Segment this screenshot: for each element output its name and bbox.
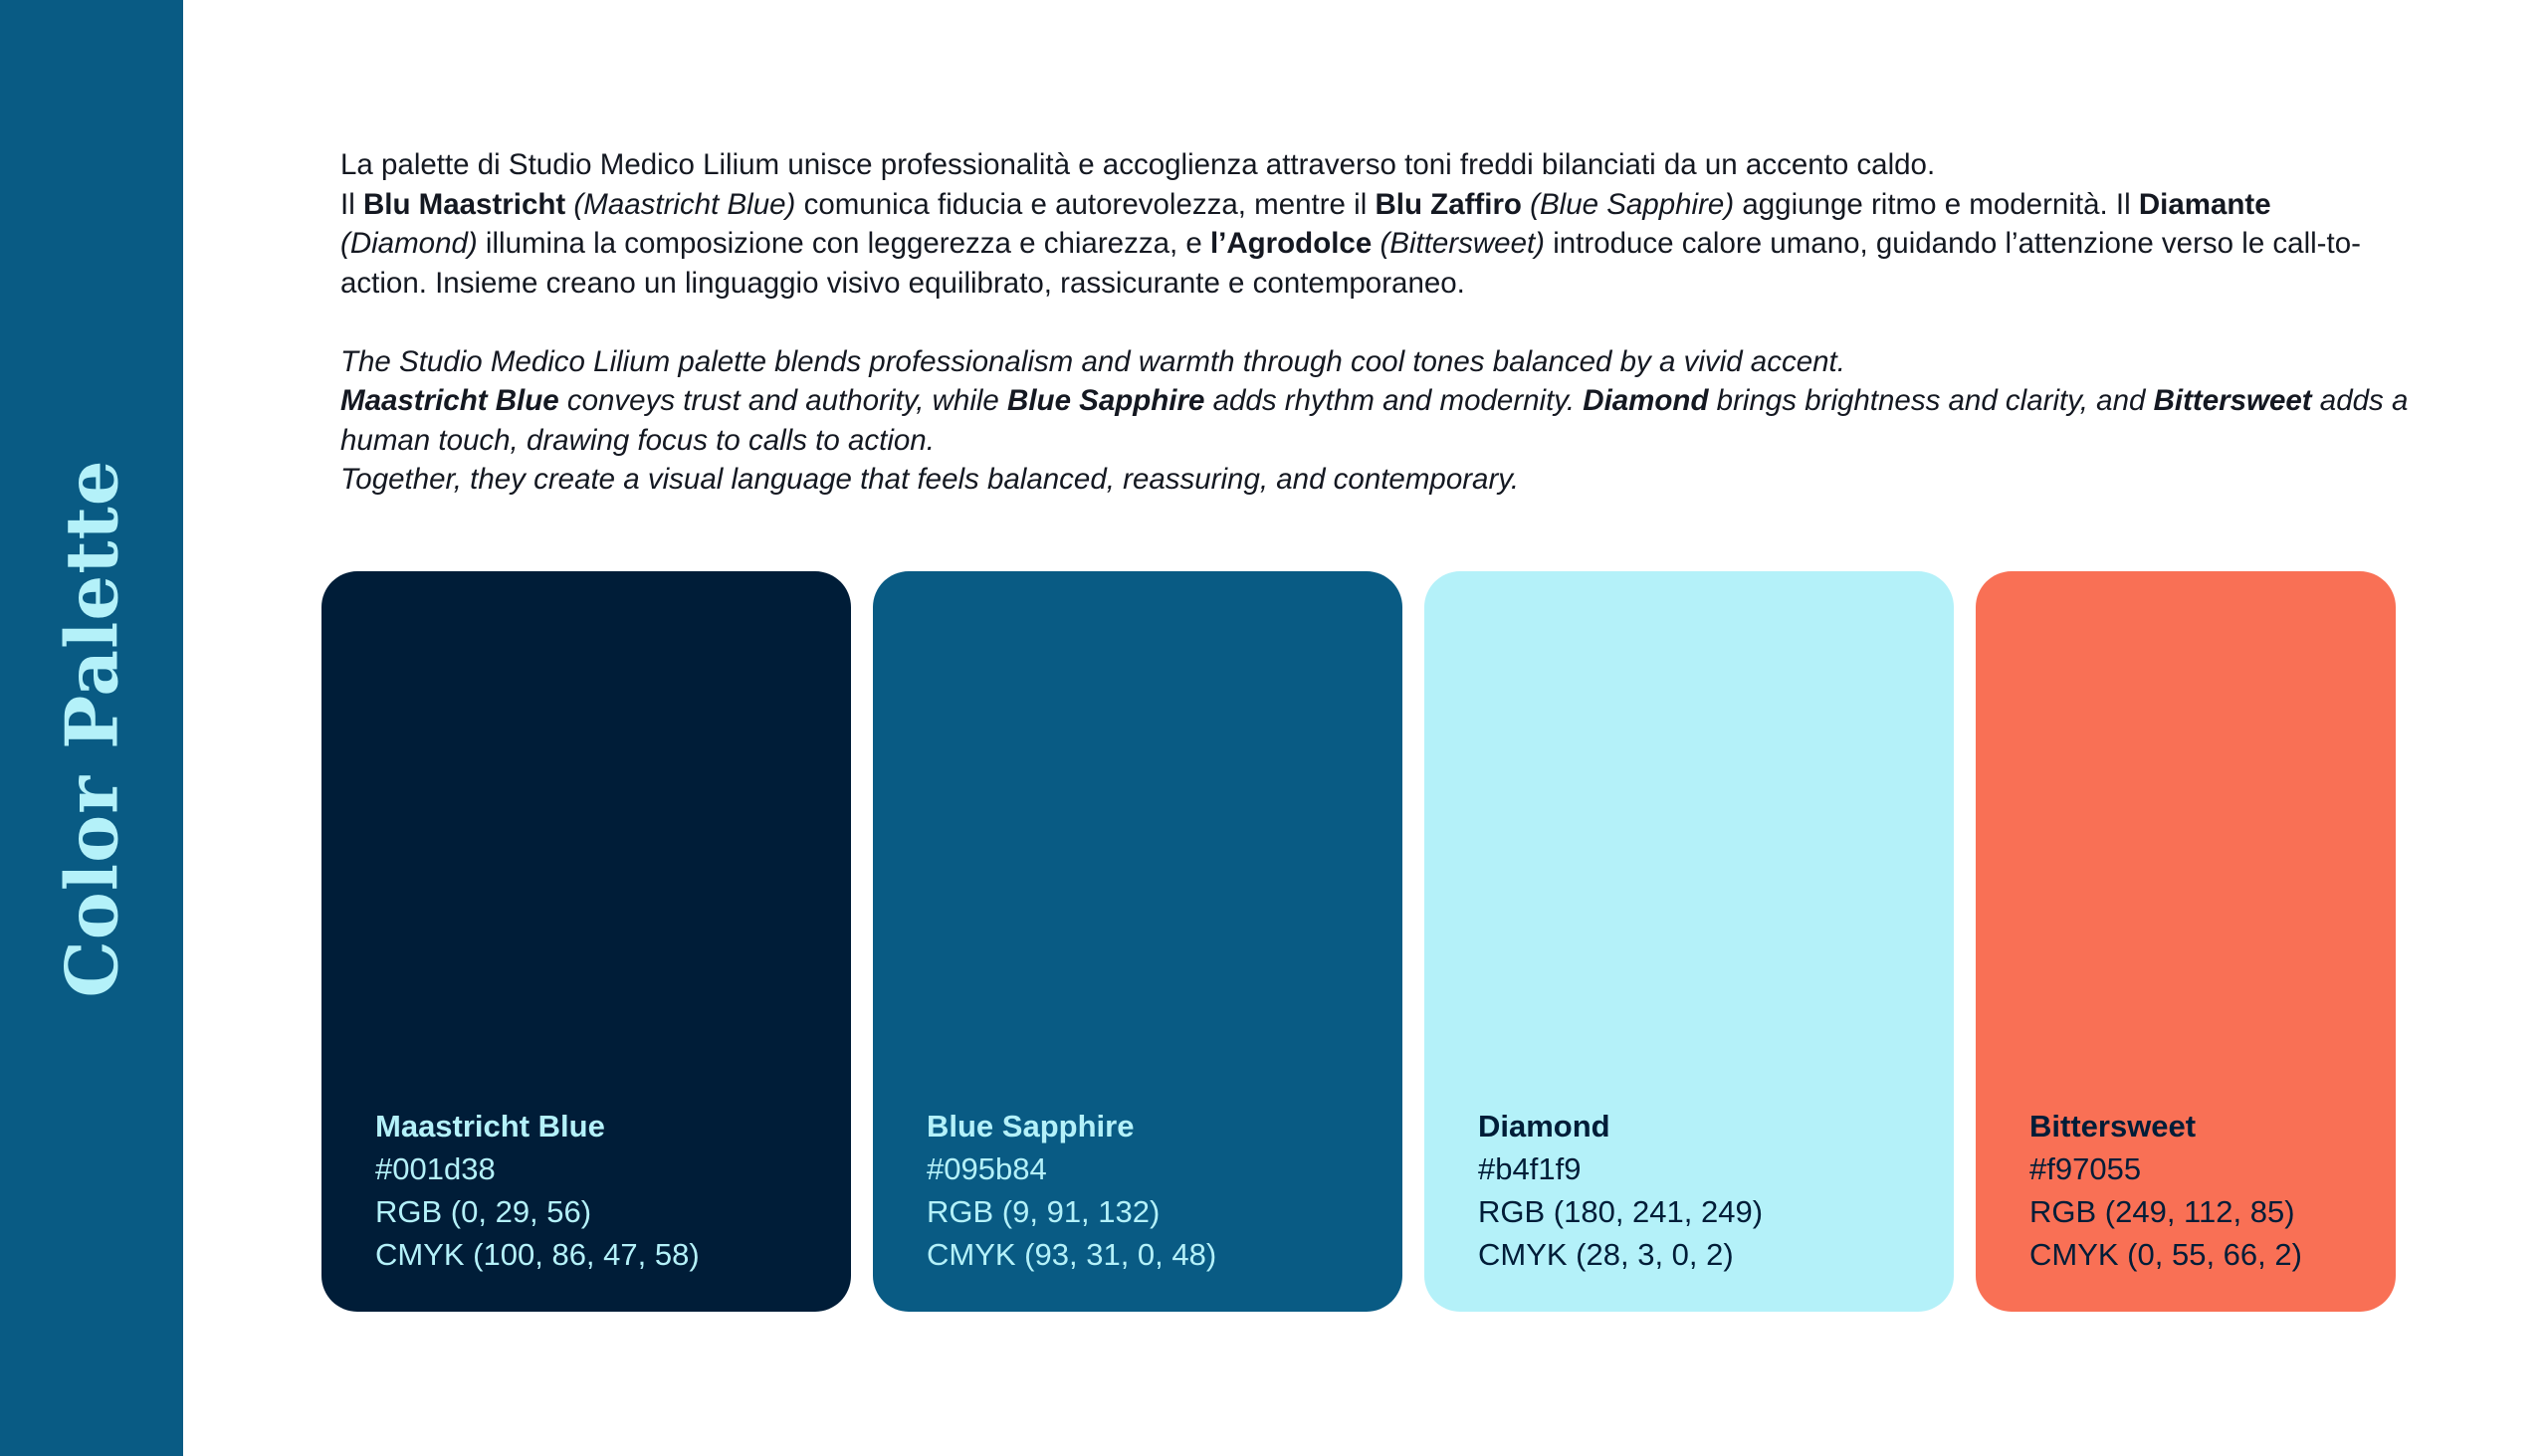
swatch-hex: #f97055 [2029, 1151, 2142, 1186]
swatch-diamond [1424, 571, 1954, 1312]
intro-it-text: introduce calore umano, guidando l’attenzione verso le call-to-action. Insieme creano un linguaggio visivo equilibrato, rassicurante e contemporaneo. [340, 227, 2361, 300]
intro-en-line1: The Studio Medico Lilium palette blends professionalism and warmth through cool tones balanced by a vivid accent. [340, 344, 1845, 378]
intro-it-term-zaffiro: Blu Zaffiro [1375, 187, 1522, 221]
swatch-cmyk: CMYK (100, 86, 47, 58) [375, 1237, 700, 1272]
swatch-cmyk: CMYK (0, 55, 66, 2) [2029, 1237, 2302, 1272]
swatch-name: Blue Sapphire [927, 1109, 1135, 1144]
swatch-bittersweet [1976, 571, 2396, 1312]
swatch-info [2029, 1105, 2302, 1276]
swatch-cmyk: CMYK (28, 3, 0, 2) [1478, 1237, 1734, 1272]
swatch-rgb: RGB (9, 91, 132) [927, 1194, 1161, 1229]
intro-en-term-sapphire: Blue Sapphire [1007, 384, 1205, 417]
intro-it-text: Il [340, 187, 363, 221]
swatch-rgb: RGB (249, 112, 85) [2029, 1194, 2295, 1229]
intro-en-text: brings brightness and clarity, and [1708, 384, 2154, 417]
intro-it-term-en: (Bittersweet) [1380, 227, 1546, 260]
intro-it-term-en: (Maastricht Blue) [573, 187, 796, 221]
intro-en-text: conveys trust and authority, while [558, 384, 1008, 417]
intro-it-paragraph [340, 185, 2411, 304]
intro-en-line3: Together, they create a visual language that feels balanced, reassuring, and contemporary. [340, 463, 1520, 496]
swatch-hex: #b4f1f9 [1478, 1151, 1582, 1186]
swatch-info [927, 1105, 1216, 1276]
intro-it-term-en: (Blue Sapphire) [1530, 187, 1735, 221]
intro-en-term-diamond: Diamond [1583, 384, 1709, 417]
swatch-hex: #095b84 [927, 1151, 1047, 1186]
swatch-hex: #001d38 [375, 1151, 496, 1186]
intro-it-term-maastricht: Blu Maastricht [362, 187, 566, 221]
intro-it-term-diamante: Diamante [2138, 187, 2271, 221]
intro-it-text: illumina la composizione con leggerezza e chiarezza, e [477, 227, 1210, 260]
swatch-blue-sapphire [873, 571, 1402, 1312]
swatch-info [1478, 1105, 1763, 1276]
swatch-rgb: RGB (180, 241, 249) [1478, 1194, 1764, 1229]
swatch-cmyk: CMYK (93, 31, 0, 48) [927, 1237, 1217, 1272]
paragraph-gap [340, 303, 2411, 342]
swatch-maastricht-blue [321, 571, 851, 1312]
swatch-info [375, 1105, 700, 1276]
intro-it-text: comunica fiducia e autorevolezza, mentre il [795, 187, 1376, 221]
intro-en-text: adds rhythm and modernity. [1204, 384, 1584, 417]
intro-en-paragraph [340, 381, 2411, 460]
swatch-name: Maastricht Blue [375, 1109, 605, 1144]
intro-en-text: adds a human touch, drawing focus to calls to action. [340, 384, 2409, 457]
swatch-name: Bittersweet [2029, 1109, 2197, 1144]
intro-it-line1: La palette di Studio Medico Lilium unisce professionalità e accoglienza attraverso toni freddi bilanciati da un accento caldo. [340, 148, 1936, 181]
intro-text [340, 145, 2411, 500]
intro-it-text: aggiunge ritmo e modernità. Il [1734, 187, 2139, 221]
intro-it-term-en: (Diamond) [340, 227, 478, 260]
sidebar [0, 0, 183, 1456]
swatch-name: Diamond [1478, 1109, 1610, 1144]
intro-en-term-maastricht: Maastricht Blue [340, 384, 559, 417]
swatch-rgb: RGB (0, 29, 56) [375, 1194, 592, 1229]
page-title: Color Palette [49, 459, 134, 998]
intro-en-term-bittersweet: Bittersweet [2153, 384, 2312, 417]
intro-it-term-agrodolce: l’Agrodolce [1209, 227, 1373, 260]
